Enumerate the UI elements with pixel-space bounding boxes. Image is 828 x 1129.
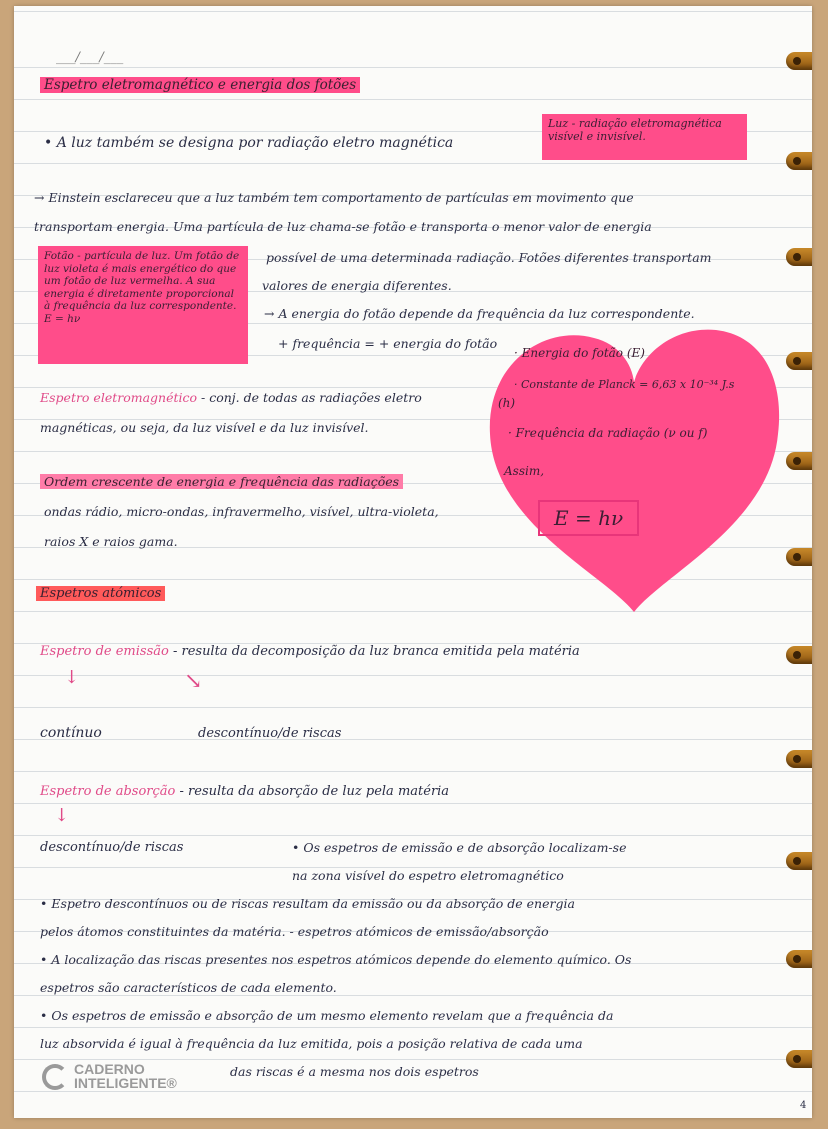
text-bullet-3a: • Os espetros de emissão e absorção de um mesmo elemento revelam que a frequência da xyxy=(40,1008,614,1023)
binder-ring-icon xyxy=(786,452,812,470)
text-luz: • A luz também se designa por radiação eletro magnética xyxy=(44,135,454,151)
heart-formula: E = hν xyxy=(538,500,639,536)
text-absorcao-result: descontínuo/de riscas xyxy=(40,840,184,855)
binder-ring-icon xyxy=(786,548,812,566)
sticky-note-fotao: Fotão - partícula de luz. Um fotão de luz violeta é mais energético do que um fotão de luz vermelha. A sua energia é diretamente proporcional à frequência da luz correspondente. E = hν xyxy=(38,246,248,364)
text-zona-2: na zona visível do espetro eletromagnético xyxy=(292,868,564,883)
heart-line-frequencia: · Frequência da radiação (ν ou f) xyxy=(508,426,708,440)
heart-line-assim: Assim, xyxy=(504,464,545,478)
text-einstein-2: transportam energia. Uma partícula de luz chama-se fotão e transporta o menor valor de energia xyxy=(34,219,652,234)
binder-ring-icon xyxy=(786,152,812,170)
text-espetro-em-2: magnéticas, ou seja, da luz visível e da luz invisível. xyxy=(40,420,369,435)
text-ordem-title: Ordem crescente de energia e frequência das radiações xyxy=(40,474,403,489)
page-title: Espetro eletromagnético e energia dos fotões xyxy=(40,78,360,93)
arrow-diagonal-icon: ↘ xyxy=(184,669,203,694)
binder-ring-icon xyxy=(786,646,812,664)
page-number: 4 xyxy=(800,1100,807,1111)
sticky-note-luz: Luz - radiação eletromagnética visível e invisível. xyxy=(542,114,747,160)
text-ordem-1: ondas rádio, micro-ondas, infravermelho, visível, ultra-violeta, xyxy=(44,504,439,519)
text-espetro-em-1: Espetro eletromagnético - conj. de todas as radiações eletro xyxy=(40,390,422,405)
text-bullet-3b: luz absorvida é igual à frequência da luz emitida, pois a posição relativa de cada uma xyxy=(40,1036,583,1051)
text-descontinuo: descontínuo/de riscas xyxy=(198,726,342,741)
text-bullet-2b: espetros são característicos de cada elemento. xyxy=(40,980,337,995)
binder-ring-icon xyxy=(786,750,812,768)
text-zona-1: • Os espetros de emissão e de absorção localizam-se xyxy=(292,840,627,855)
binder-ring-icon xyxy=(786,248,812,266)
arrow-down-icon-2: ↓ xyxy=(54,805,70,826)
text-emissao: Espetro de emissão - resulta da decomposição da luz branca emitida pela matéria xyxy=(40,644,580,659)
text-bullet-3c: das riscas é a mesma nos dois espetros xyxy=(230,1064,479,1079)
heart-line-energia: · Energia do fotão (E) xyxy=(514,346,645,360)
text-energia-fotao: → A energia do fotão depende da frequência da luz correspondente. xyxy=(264,306,695,321)
text-einstein-4: valores de energia diferentes. xyxy=(262,278,452,293)
binder-ring-icon xyxy=(786,352,812,370)
arrow-down-icon: ↓ xyxy=(64,667,80,688)
binder-ring-icon xyxy=(786,1050,812,1068)
text-frequencia: + frequência = + energia do fotão xyxy=(278,336,498,351)
text-einstein-3: possível de uma determinada radiação. Fotões diferentes transportam xyxy=(266,250,712,265)
binder-ring-icon xyxy=(786,52,812,70)
heart-line-planck: · Constante de Planck = 6,63 x 10⁻³⁴ J.s xyxy=(514,378,735,391)
text-absorcao: Espetro de absorção - resulta da absorção de luz pela matéria xyxy=(40,784,450,799)
binder-ring-icon xyxy=(786,852,812,870)
text-bullet-1b: pelos átomos constituintes da matéria. - espetros atómicos de emissão/absorção xyxy=(40,924,549,939)
text-einstein-1: → Einstein esclareceu que a luz também tem comportamento de partículas em movimento que xyxy=(34,190,634,205)
binder-ring-icon xyxy=(786,950,812,968)
caderno-logo-icon xyxy=(42,1064,68,1090)
notebook-page: ___/___/___ Espetro eletromagnético e energia dos fotões Luz - radiação eletromagnética visível e invisível. • A luz também se designa por radiação eletro magnética → Einstein esclareceu que a luz também tem comportamento de partículas em movimento que transportam energia. Uma partícula de luz chama-se fotão e transporta o menor valor de energia possível de uma determinada radiação. Fotões diferentes transportam valores de energia diferentes. Fotão - partícula de luz. Um fotão de luz violeta é mais energético do que um fotão de luz vermelha. A sua energia é diretamente proporcional à frequência da luz correspondente. E = hν → A energia do fotão depende da frequência da luz correspondente. + frequência = + energia do fotão · Energia do fotão (E) · Constante de Planck = 6,63 x 10⁻³⁴ J.s (h) · Frequência da radiação (ν ou f) Assim, E = hν Espetro eletromagnético - conj. de todas as radiações eletro magnéticas, ou seja, da luz visível e da luz invisível. Ordem crescente de energia e frequência das radiações ondas rádio, micro-ondas, infravermelho, visível, ultra-violeta, raios X e raios gama. Espetros atómicos Espetro de emissão - resulta da decomposição da luz branca emitida pela matéria ↓ ↘ contínuo descontínuo/de riscas Espetro de absorção - resulta da absorção de luz pela matéria ↓ descontínuo/de riscas • Os espetros de emissão e de absorção localizam-se na zona visível do espetro eletromagnético • Espetro descontínuos ou de riscas resultam da emissão ou da absorção de energia pelos átomos constituintes da matéria. - espetros atómicos de emissão/absorção • A localização das riscas presentes nos espetros atómicos depende do elemento químico. Os espetros são característicos de cada elemento. • Os espetros de emissão e absorção de um mesmo elemento revelam que a frequência da luz absorvida é igual à frequência da luz emitida, pois a posição relativa de cada uma das riscas é a mesma nos dois espetros CADERNO INTELIGENTE® 4 xyxy=(14,6,812,1118)
text-ordem-2: raios X e raios gama. xyxy=(44,534,178,549)
heading-espetros-atomicos: Espetros atómicos xyxy=(36,586,165,601)
text-continuo: contínuo xyxy=(40,725,102,741)
text-bullet-1a: • Espetro descontínuos ou de riscas resultam da emissão ou da absorção de energia xyxy=(40,896,575,911)
date-placeholder: ___/___/___ xyxy=(56,50,124,65)
heart-line-h: (h) xyxy=(498,396,516,410)
text-bullet-2a: • A localização das riscas presentes nos espetros atómicos depende do elemento químico. Os xyxy=(40,952,632,967)
